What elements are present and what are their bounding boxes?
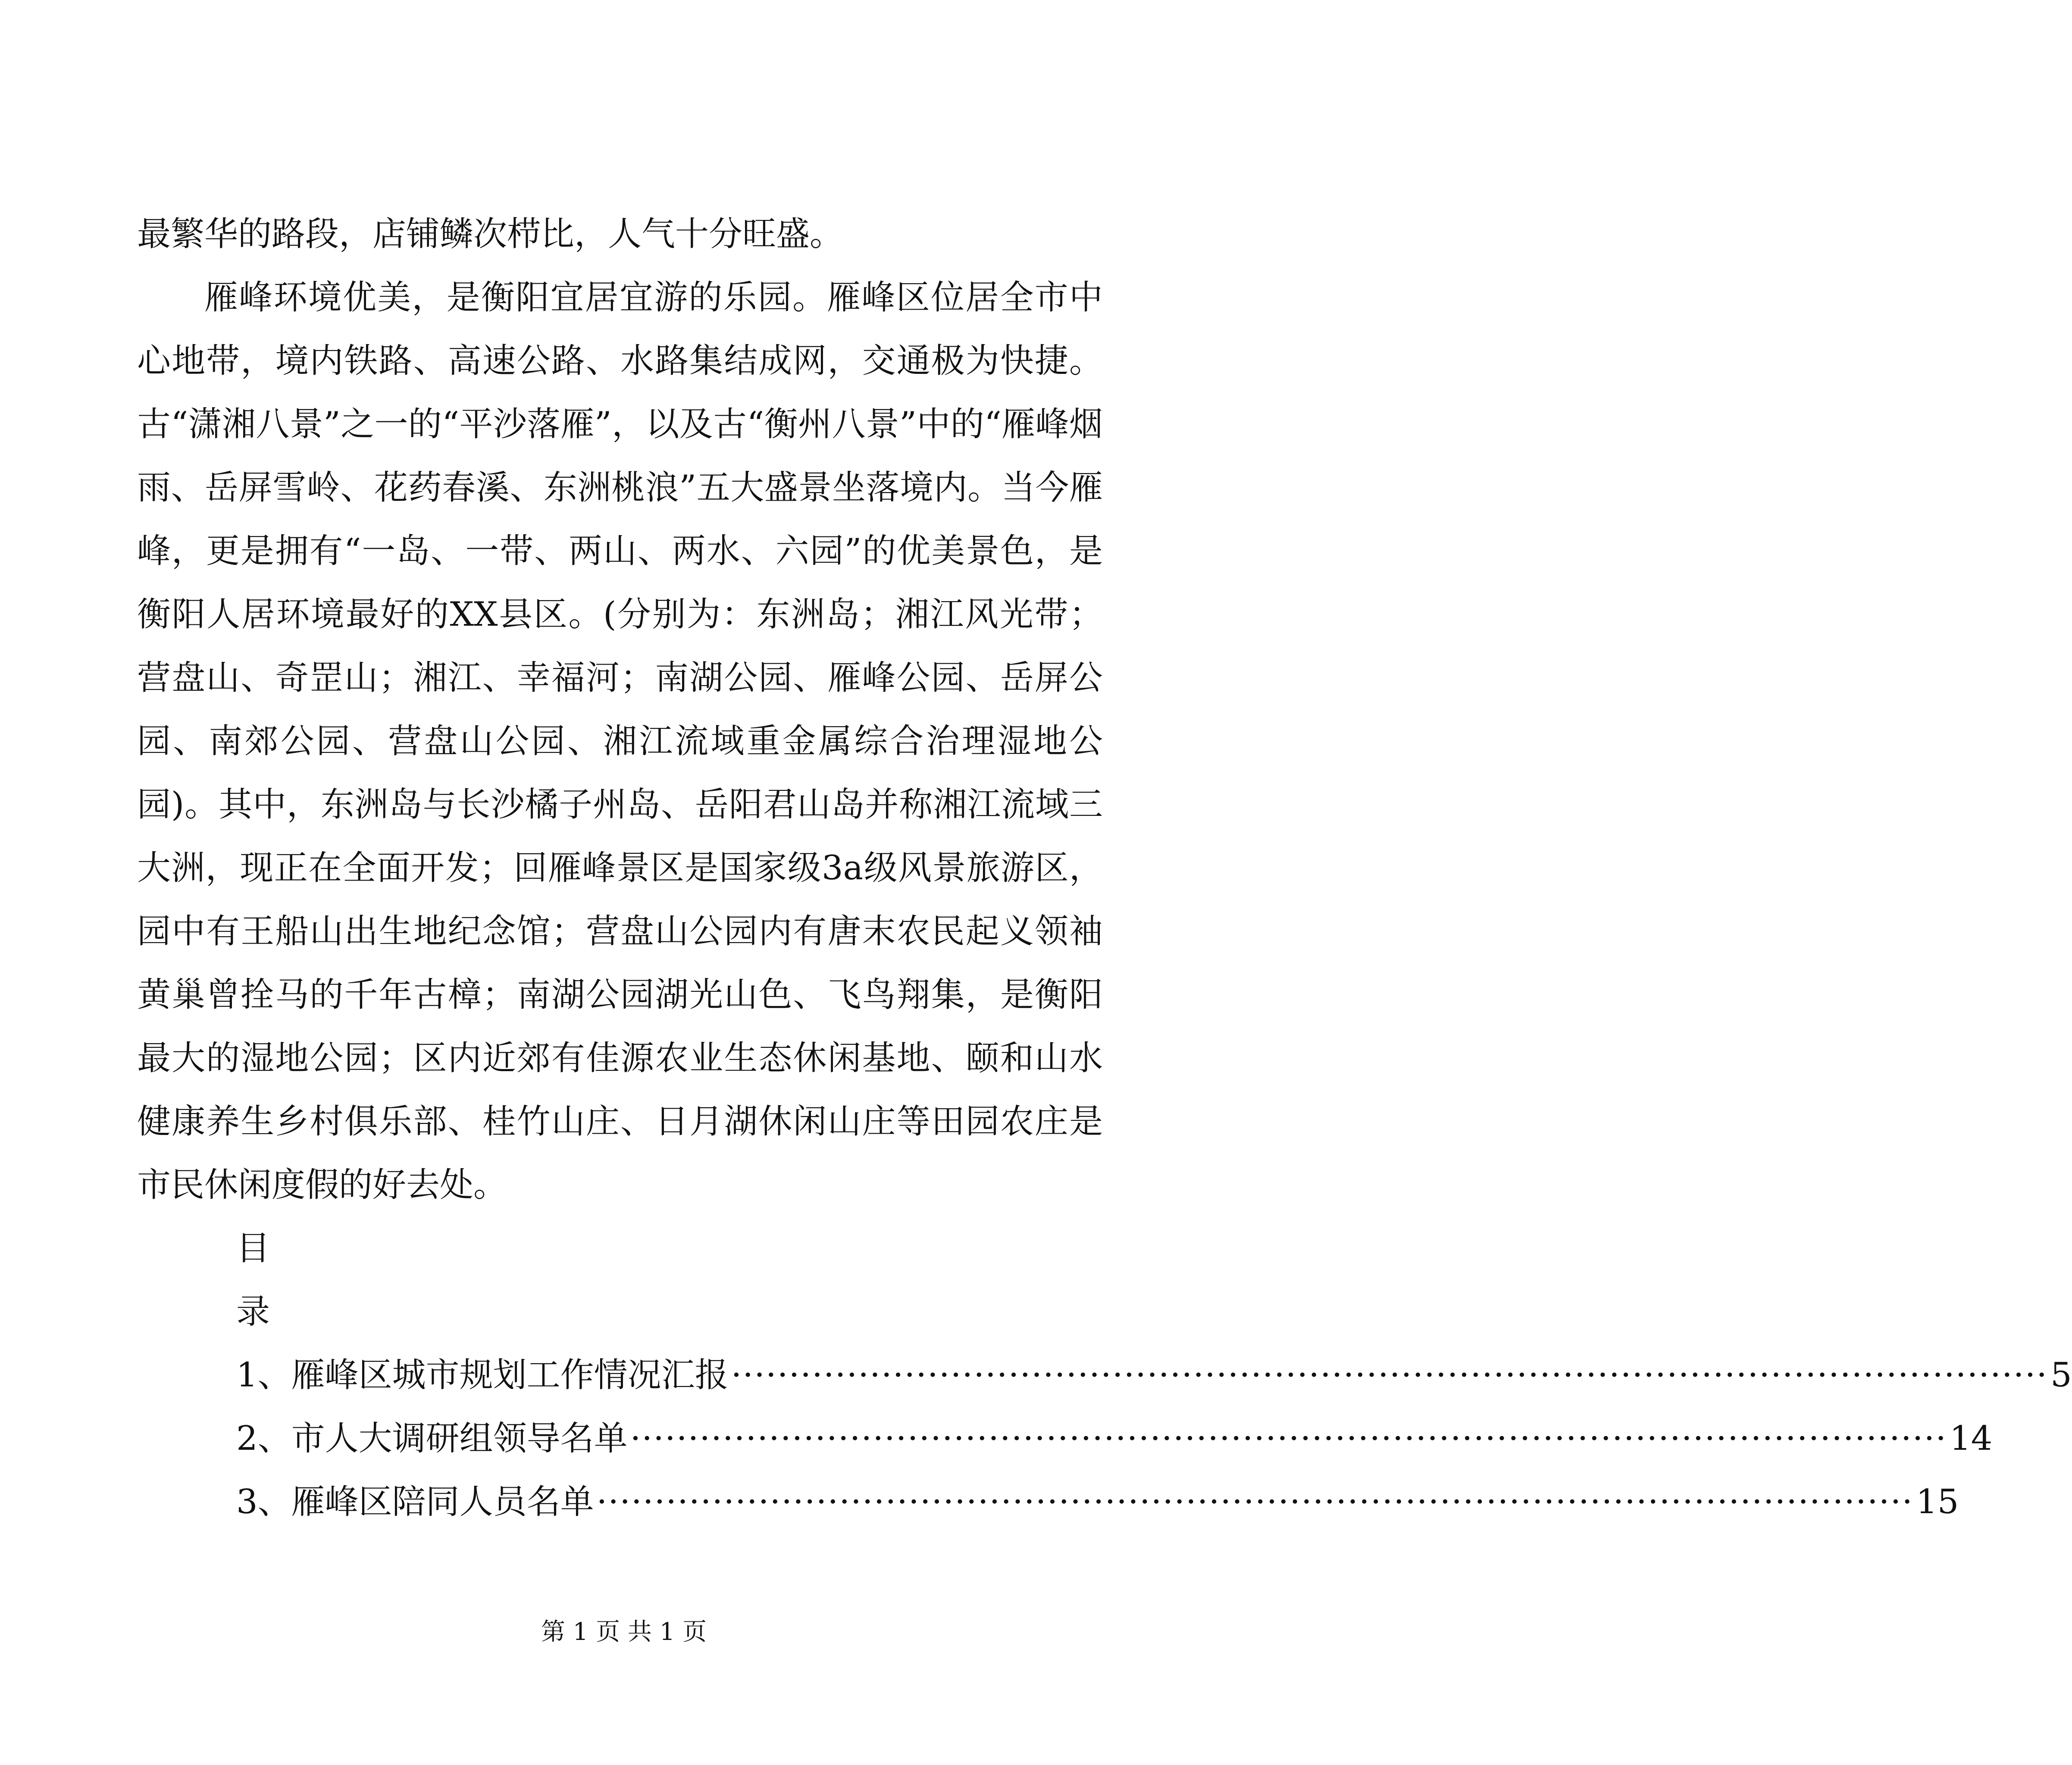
paragraph-continued: 最繁华的路段，店铺鳞次栉比，人气十分旺盛。 bbox=[137, 215, 844, 254]
toc-dot-leader: ·················································································································· bbox=[596, 1483, 1914, 1521]
toc-entry-page: 15 bbox=[1916, 1483, 1959, 1521]
toc-heading-line2: 录 bbox=[236, 1292, 270, 1331]
paragraph-yanfeng-environment: 雁峰环境优美，是衡阳宜居宜游的乐园。雁峰区位居全市中心地带，境内铁路、高速公路、水路集结成网，交通极为快捷。古“潇湘八景”之一的“平沙落雁”，以及古“衡州八景”中的“雁峰烟雨、岳屏雪岭、花药春溪、东洲桃浪”五大盛景坐落境内。当今雁峰，更是拥有“一岛、一带、两山、两水、六园”的优美景色，是衡阳人居环境最好的XX县区。(分别为：东洲岛；湘江风光带；营盘山、奇罡山；湘江、幸福河；南湖公园、雁峰公园、岳屏公园、南郊公园、营盘山公园、湘江流域重金属综合治理湿地公园)。其中，东洲岛与长沙橘子州岛、岳阳君山岛并称湘江流域三大洲，现正在全面开发；回雁峰景区是国家级3a级风景旅游区，园中有王船山出生地纪念馆；营盘山公园内有唐末农民起义领袖黄巢曾拴马的千年古樟；南湖公园湖光山色、飞鸟翔集，是衡阳最大的湿地公园；区内近郊有佳源农业生态休闲基地、颐和山水健康养生乡村俱乐部、桂竹山庄、日月湖休闲山庄等田园农庄是市民休闲度假的好去处。 bbox=[137, 278, 1103, 1204]
toc-entry-title: 1、雁峰区城市规划工作情况汇报 bbox=[236, 1356, 729, 1395]
toc-entry-title: 2、市人大调研组领导名单 bbox=[236, 1419, 628, 1458]
toc-dot-leader: ·················································································································· bbox=[731, 1356, 2048, 1395]
toc-dot-leader: ·················································································································· bbox=[630, 1419, 1947, 1458]
toc-entry[interactable] bbox=[137, 1407, 1993, 1470]
toc-heading-line1: 目 bbox=[236, 1229, 270, 1268]
toc-entry-page: 14 bbox=[1950, 1419, 1993, 1458]
toc-entry-page: 5 bbox=[2050, 1356, 2072, 1395]
toc-entry[interactable] bbox=[137, 1344, 2072, 1407]
document-body bbox=[137, 203, 2072, 1534]
toc-entry[interactable] bbox=[137, 1470, 1959, 1534]
page-footer: 第 1 页 共 1 页 bbox=[541, 1618, 707, 1646]
toc-entry-title: 3、雁峰区陪同人员名单 bbox=[236, 1483, 594, 1521]
